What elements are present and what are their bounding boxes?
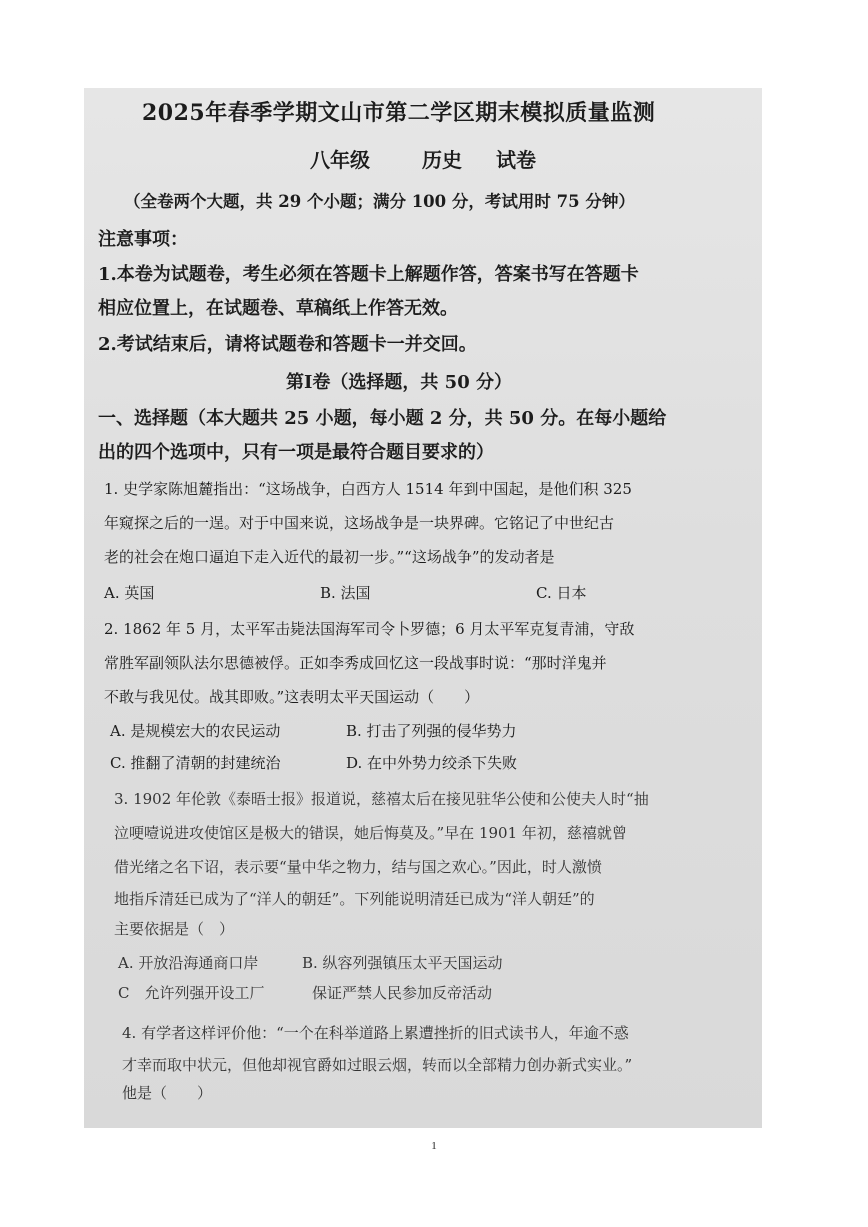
notice-item-1-cont: 相应位置上，在试题卷、草稿纸上作答无效。 [98,298,458,319]
page-number: 1 [431,1140,437,1152]
exam-title: 2025年春季学期文山市第二学区期末模拟质量监测 [142,100,656,126]
exam-info: （全卷两个大题，共 29 个小题；满分 100 分，考试用时 75 分钟） [124,192,635,211]
paper-kind-label: 试卷 [496,148,536,172]
question-3-line-2: 泣哽噎说进攻使馆区是极大的错误，她后悔莫及。”早在 1901 年初，慈禧就曾 [114,824,627,842]
scanned-exam-page [84,88,762,1128]
question-1-line-3: 老的社会在炮口逼迫下走入近代的最初一步。”“这场战争”的发动者是 [104,548,555,566]
question-4-line-2: 才幸而取中状元，但他却视官爵如过眼云烟，转而以全部精力创办新式实业。” [122,1056,633,1074]
question-1-option-a: A. 英国 [104,584,155,602]
subject-label: 历史 [422,148,462,172]
question-1-line-1: 1. 史学家陈旭麓指出：“这场战争，白西方人 1514 年到中国起，是他们积 325 [104,480,632,498]
question-2-option-a: A. 是规模宏大的农民运动 [110,722,281,740]
question-3-option-c: C 允许列强开设工厂 [118,984,265,1002]
section-1-heading-cont: 出的四个选项中，只有一项是最符合题目要求的） [98,442,494,463]
notice-heading: 注意事项： [98,229,188,250]
question-3-line-1: 3. 1902 年伦敦《泰晤士报》报道说，慈禧太后在接见驻华公使和公使夫人时“抽 [114,790,649,808]
notice-item-2: 2.考试结束后，请将试题卷和答题卡一并交回。 [98,334,477,355]
question-3-option-b: B. 纵容列强镇压太平天国运动 [302,954,503,972]
question-3-option-d: 保证严禁人民参加反帝活动 [312,984,493,1002]
notice-item-1: 1.本卷为试题卷，考生必须在答题卡上解题作答，答案书写在答题卡 [98,264,639,285]
part-1-heading: 第Ⅰ卷（选择题，共 50 分） [286,372,513,393]
question-2-line-3: 不敢与我见仗。战其即败。”这表明太平天国运动（ ） [104,688,480,706]
question-3-line-4: 地指斥清廷已成为了“洋人的朝廷”。下列能说明清廷已成为“洋人朝廷”的 [114,890,595,908]
question-1-line-2: 年窥探之后的一逞。对于中国来说，这场战争是一块界碑。它铭记了中世纪古 [104,514,615,532]
question-3-option-a: A. 开放沿海通商口岸 [118,954,259,972]
grade-label: 八年级 [310,148,370,172]
question-3-line-5: 主要依据是（ ） [114,920,235,938]
section-1-heading: 一、选择题（本大题共 25 小题，每小题 2 分，共 50 分。在每小题给 [98,408,667,429]
question-2-option-b: B. 打击了列强的侵华势力 [346,722,517,740]
question-4-line-1: 4. 有学者这样评价他：“一个在科举道路上累遭挫折的旧式读书人，年逾不惑 [122,1024,629,1042]
question-2-option-d: D. 在中外势力绞杀下失败 [346,754,518,772]
question-1-option-b: B. 法国 [320,584,371,602]
question-2-line-2: 常胜军副领队法尔思德被俘。正如李秀成回忆这一段战事时说：“那时洋鬼并 [104,654,607,672]
question-4-line-3: 他是（ ） [122,1084,213,1102]
question-2-option-c: C. 推翻了清朝的封建统治 [110,754,281,772]
question-1-option-c: C. 日本 [536,584,587,602]
question-3-line-3: 借光绪之名下诏，表示要“量中华之物力，结与国之欢心。”因此，时人激愤 [114,858,602,876]
question-2-line-1: 2. 1862 年 5 月，太平军击毙法国海军司令卜罗德；6 月太平军克复青浦，守敌 [104,620,635,638]
